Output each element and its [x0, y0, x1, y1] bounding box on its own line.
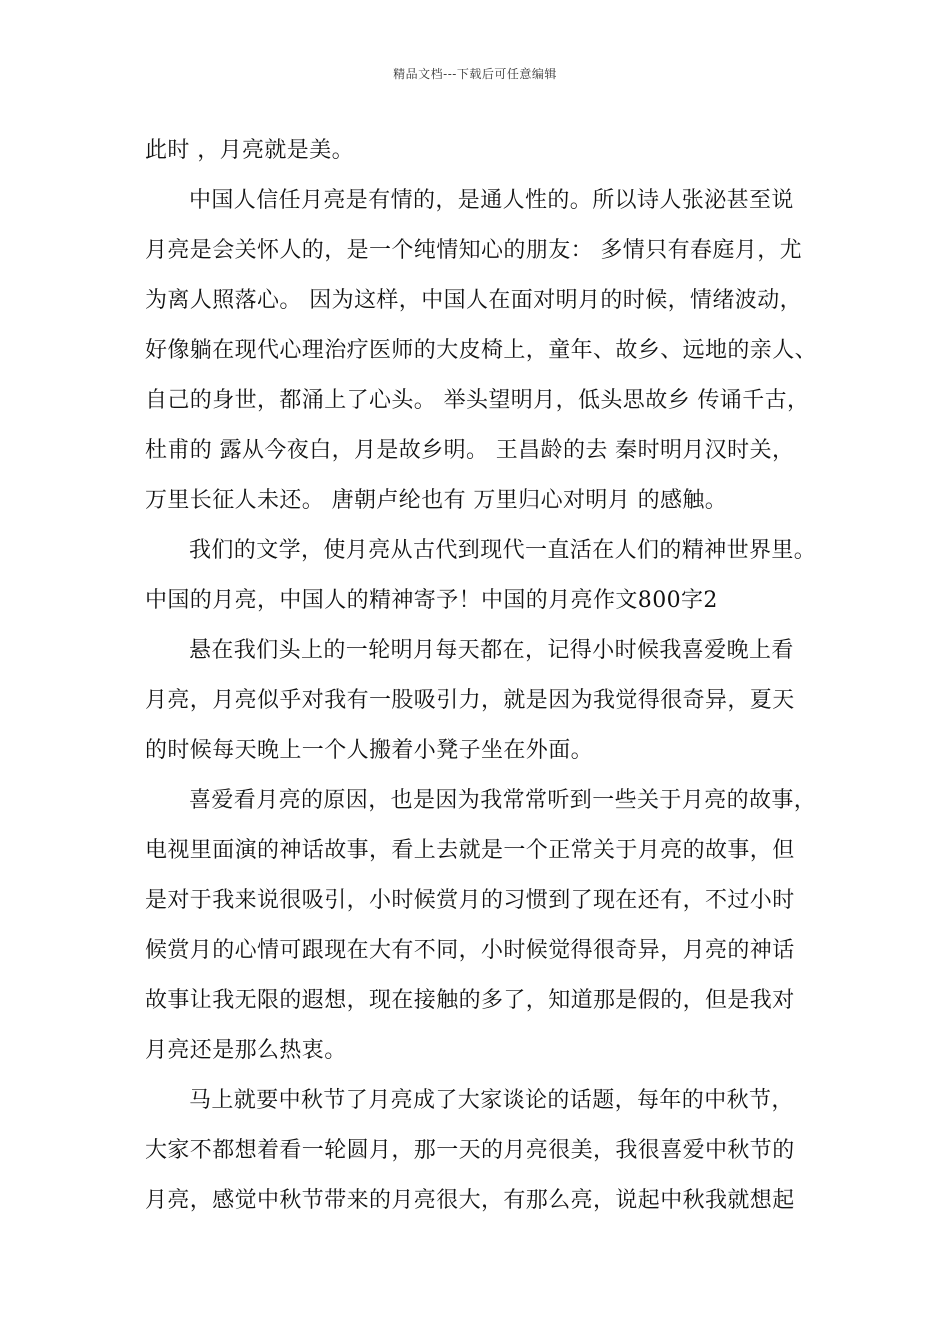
page-header: 精品文档---下载后可任意编辑	[393, 67, 557, 81]
text-line: 中国的月亮，中国人的精神寄予！中国的月亮作文800字2	[145, 588, 718, 613]
text-line: 候赏月的心情可跟现在大有不同，小时候觉得很奇异，月亮的神话	[145, 938, 795, 963]
text-line: 喜爱看月亮的原因，也是因为我常常听到一些关于月亮的故事，	[189, 788, 817, 813]
text-line: 大家不都想着看一轮圆月，那一天的月亮很美，我很喜爱中秋节的	[145, 1138, 795, 1163]
text-line: 马上就要中秋节了月亮成了大家谈论的话题，每年的中秋节，	[189, 1088, 794, 1113]
text-line: 月亮，月亮似乎对我有一股吸引力，就是因为我觉得很奇异，夏天	[145, 688, 795, 713]
text-line: 月亮，感觉中秋节带来的月亮很大，有那么亮，说起中秋我就想起	[145, 1188, 795, 1213]
text-line: 月亮还是那么热衷。	[145, 1038, 347, 1063]
text-line: 的时候每天晚上一个人搬着小凳子坐在外面。	[145, 738, 594, 763]
text-line: 中国人信任月亮是有情的，是通人性的。所以诗人张泌甚至说	[189, 188, 794, 213]
text-line: 故事让我无限的遐想，现在接触的多了，知道那是假的，但是我对	[145, 988, 795, 1013]
text-line: 电视里面演的神话故事，看上去就是一个正常关于月亮的故事，但	[145, 838, 795, 863]
text-line: 为离人照落心。 因为这样，中国人在面对明月的时候，情绪波动，	[145, 288, 802, 313]
text-line: 好像躺在现代心理治疗医师的大皮椅上，童年、故乡、远地的亲人、	[145, 338, 818, 363]
text-line: 自己的身世，都涌上了心头。 举头望明月，低头思故乡 传诵千古，	[145, 388, 810, 413]
text-line: 是对于我来说很吸引，小时候赏月的习惯到了现在还有，不过小时	[145, 888, 795, 913]
text-line: 杜甫的 露从今夜白，月是故乡明。 王昌龄的去 秦时明月汉时关，	[145, 438, 795, 463]
text-line: 悬在我们头上的一轮明月每天都在，记得小时候我喜爱晚上看	[189, 638, 794, 663]
text-line: 月亮是会关怀人的，是一个纯情知心的朋友： 多情只有春庭月，尤	[145, 238, 802, 263]
text-line: 我们的文学，使月亮从古代到现代一直活在人们的精神世界里。	[189, 538, 817, 563]
text-line: 万里长征人未还。 唐朝卢纶也有 万里归心对明月 的感触。	[145, 488, 728, 513]
text-line: 此时 ，月亮就是美。	[145, 138, 354, 163]
